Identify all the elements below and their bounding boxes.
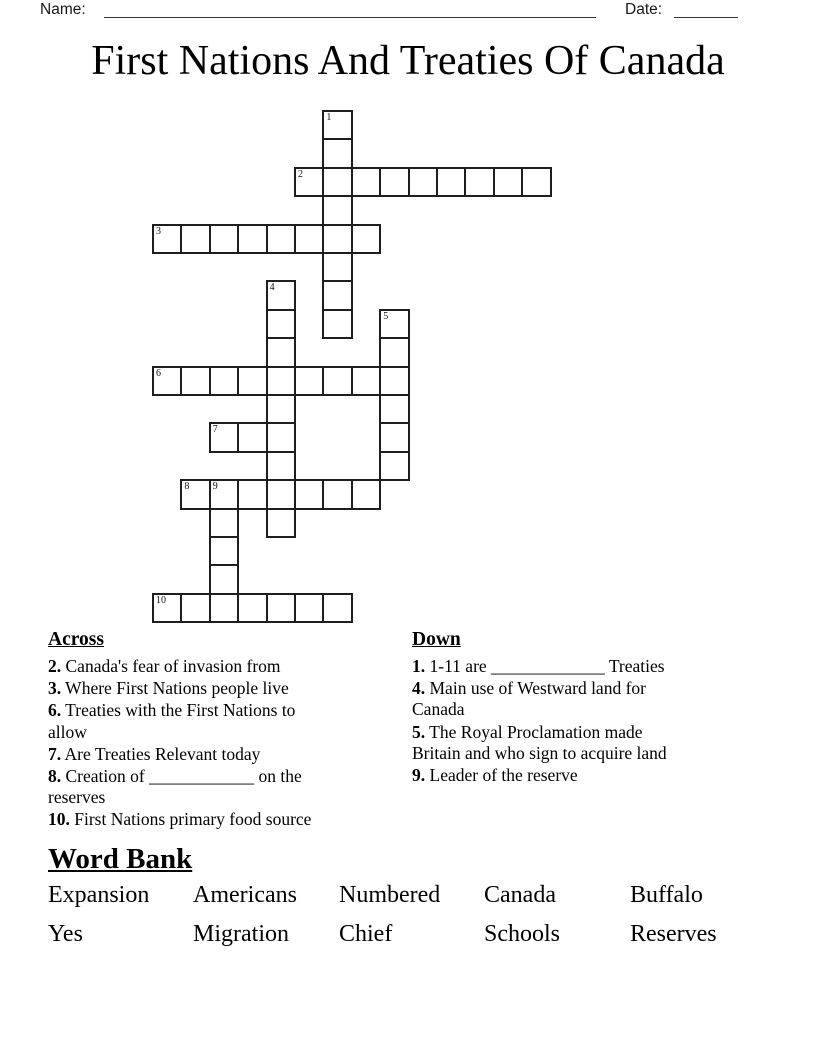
- word-bank-item: Reserves: [630, 920, 717, 947]
- grid-cell[interactable]: [294, 479, 324, 509]
- across-clue-7: 7. Are Treaties Relevant today: [48, 743, 261, 764]
- grid-cell[interactable]: [209, 422, 239, 452]
- grid-cell[interactable]: [237, 422, 267, 452]
- grid-cell[interactable]: [379, 309, 409, 339]
- cell-number: 7: [212, 424, 218, 436]
- down-heading: Down: [412, 629, 461, 650]
- clue-number: 3.: [48, 678, 62, 699]
- clue-number: 2.: [48, 656, 62, 676]
- grid-cell[interactable]: [266, 309, 296, 339]
- down-clues-section: [412, 629, 687, 787]
- word-bank-item: Expansion: [48, 882, 150, 908]
- grid-cell[interactable]: [379, 167, 409, 197]
- clue-number: 9.: [412, 765, 426, 786]
- grid-cell[interactable]: [152, 593, 182, 623]
- word-bank-heading: Word Bank: [48, 843, 193, 875]
- grid-cell[interactable]: [322, 479, 352, 509]
- grid-cell[interactable]: [266, 422, 296, 452]
- grid-cell[interactable]: [209, 508, 239, 538]
- grid-cell[interactable]: [180, 366, 210, 396]
- grid-cell[interactable]: [294, 224, 324, 254]
- grid-cell[interactable]: [322, 138, 352, 168]
- grid-cell[interactable]: [351, 479, 381, 509]
- word-bank-item: Yes: [48, 920, 83, 947]
- word-bank-item: Migration: [193, 920, 289, 947]
- across-clue-10: 10. First Nations primary food source: [48, 809, 312, 830]
- grid-cell[interactable]: [209, 479, 239, 509]
- grid-cell[interactable]: [322, 110, 352, 140]
- grid-cell[interactable]: [209, 564, 239, 594]
- word-bank-list: [48, 882, 780, 959]
- grid-cell[interactable]: [237, 366, 267, 396]
- grid-cell[interactable]: [464, 167, 494, 197]
- grid-cell[interactable]: [209, 366, 239, 396]
- cell-number: 3: [156, 225, 161, 237]
- grid-cell[interactable]: [209, 536, 239, 566]
- grid-cell[interactable]: [266, 280, 296, 310]
- grid-cell[interactable]: [322, 167, 352, 197]
- grid-cell[interactable]: [408, 167, 438, 197]
- grid-cell[interactable]: [322, 366, 352, 396]
- grid-cell[interactable]: [322, 309, 352, 339]
- across-clue-2: 2. Canada's fear of invasion from: [48, 656, 281, 676]
- grid-cell[interactable]: [322, 195, 352, 225]
- cell-number: 1: [326, 112, 332, 123]
- grid-cell[interactable]: [209, 224, 239, 254]
- grid-cell[interactable]: [237, 593, 267, 623]
- cell-number: 9: [212, 481, 218, 493]
- clue-number: 1.: [412, 656, 426, 676]
- grid-cell[interactable]: [493, 167, 523, 197]
- grid-cell[interactable]: [266, 593, 296, 623]
- clue-number: 7.: [48, 743, 62, 764]
- grid-cell[interactable]: [237, 479, 267, 509]
- across-clues-section: [48, 629, 328, 832]
- grid-cell[interactable]: [351, 224, 381, 254]
- grid-cell[interactable]: [379, 337, 409, 367]
- word-bank-item: Americans: [193, 882, 297, 908]
- grid-cell[interactable]: [379, 366, 409, 396]
- page-title: First Nations And Treaties Of Canada: [91, 38, 725, 84]
- grid-cell[interactable]: [266, 508, 296, 538]
- across-heading: Across: [48, 629, 104, 650]
- cell-number: 5: [383, 310, 389, 322]
- grid-cell[interactable]: [209, 593, 239, 623]
- down-clue-9: 9. Leader of the reserve: [412, 765, 578, 786]
- grid-cell[interactable]: [322, 252, 352, 282]
- grid-cell[interactable]: [322, 593, 352, 623]
- crossword-grid: [152, 110, 553, 624]
- date-label: Date:: [625, 1, 663, 18]
- grid-cell[interactable]: [266, 394, 296, 424]
- clue-number: 4.: [412, 678, 426, 699]
- grid-cell[interactable]: [436, 167, 466, 197]
- grid-cell[interactable]: [322, 224, 352, 254]
- clue-number: 6.: [48, 700, 62, 721]
- grid-cell[interactable]: [294, 167, 324, 197]
- word-bank-item: Schools: [484, 920, 561, 947]
- grid-cell[interactable]: [322, 280, 352, 310]
- word-bank-item: Buffalo: [630, 882, 703, 908]
- grid-cell[interactable]: [266, 479, 296, 509]
- down-clue-4: 4. Main use of Westward land for Canada: [412, 678, 646, 720]
- grid-cell[interactable]: [521, 167, 551, 197]
- across-clue-3: 3. Where First Nations people live: [48, 678, 289, 699]
- grid-cell[interactable]: [180, 224, 210, 254]
- grid-cell[interactable]: [266, 366, 296, 396]
- grid-cell[interactable]: [351, 366, 381, 396]
- grid-cell[interactable]: [266, 451, 296, 481]
- word-bank-item: Numbered: [339, 882, 441, 908]
- down-clue-5: 5. The Royal Proclamation made Britain and who sign to acquire land: [412, 721, 667, 763]
- grid-cell[interactable]: [379, 422, 409, 452]
- grid-cell[interactable]: [180, 593, 210, 623]
- word-bank-item: Chief: [339, 920, 393, 947]
- across-clue-8: 8. Creation of ____________ on the reserves: [48, 766, 302, 808]
- grid-cell[interactable]: [266, 224, 296, 254]
- cell-number: 10: [156, 594, 166, 606]
- name-label: Name:: [40, 1, 86, 18]
- grid-cell[interactable]: [379, 394, 409, 424]
- grid-cell[interactable]: [180, 479, 210, 509]
- clue-number: 8.: [48, 766, 62, 787]
- grid-cell[interactable]: [266, 337, 296, 367]
- cell-number: 6: [156, 367, 161, 379]
- word-bank-item: Canada: [484, 882, 556, 908]
- grid-cell[interactable]: [294, 366, 324, 396]
- across-clue-6: 6. Treaties with the First Nations to allow: [48, 700, 296, 742]
- down-clue-1: 1. 1-11 are _____________ Treaties: [412, 656, 665, 676]
- cell-number: 2: [298, 168, 303, 180]
- name-blank-field[interactable]: [104, 1, 596, 18]
- grid-cell[interactable]: [152, 366, 182, 396]
- grid-cell[interactable]: [294, 593, 324, 623]
- grid-cell[interactable]: [237, 224, 267, 254]
- date-blank-field[interactable]: [674, 1, 738, 18]
- clue-number: 5.: [412, 721, 426, 742]
- across-clue-list: [48, 656, 328, 831]
- cell-number: 8: [184, 481, 190, 493]
- clue-number: 10.: [48, 809, 70, 830]
- grid-cell[interactable]: [351, 167, 381, 197]
- grid-cell[interactable]: [379, 451, 409, 481]
- cell-number: 4: [269, 282, 275, 294]
- down-clue-list: [412, 656, 687, 786]
- grid-cell[interactable]: [152, 224, 182, 254]
